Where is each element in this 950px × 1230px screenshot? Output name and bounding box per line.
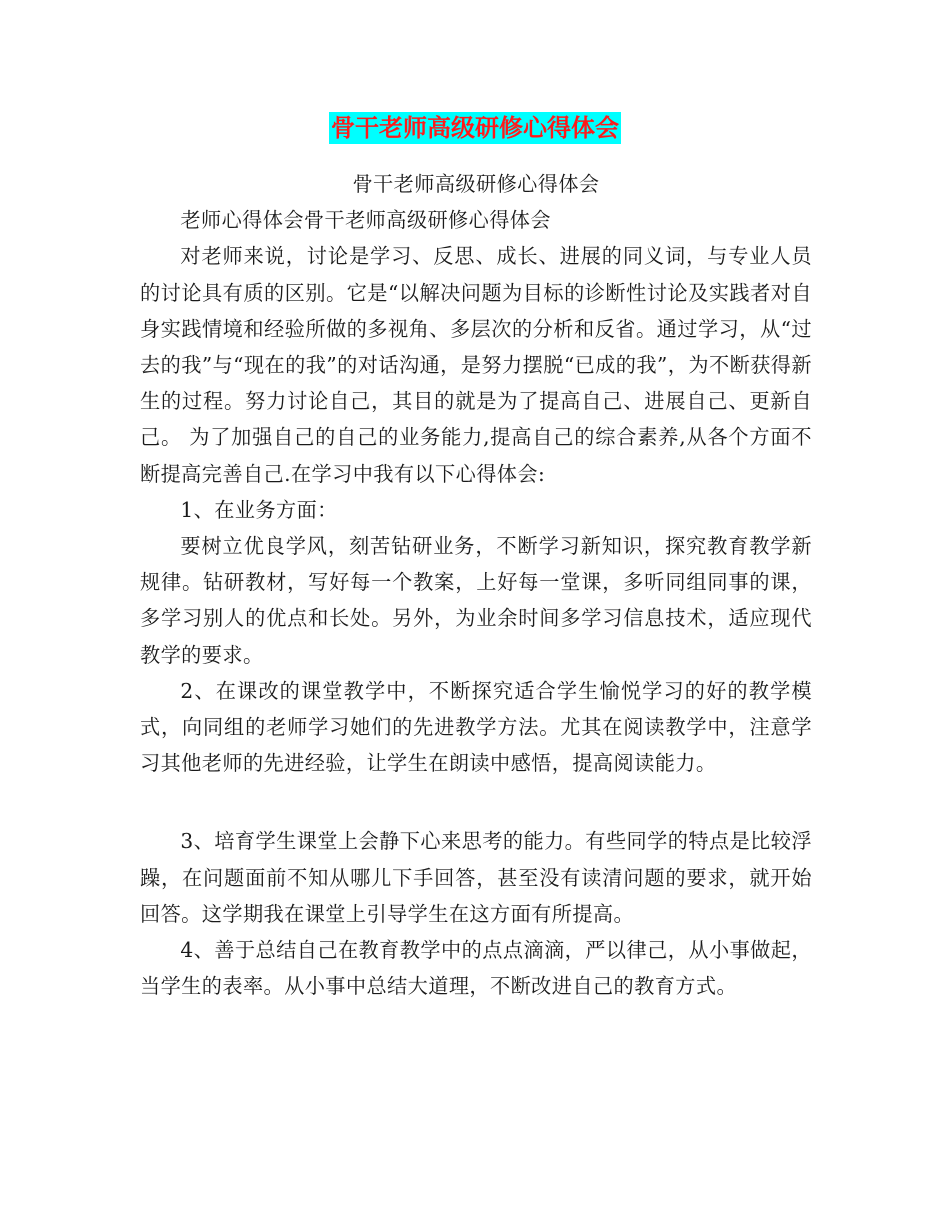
paragraph-gap: [140, 781, 812, 823]
title-container: [0, 112, 950, 144]
paragraph: 2、在课改的课堂教学中，不断探究适合学生愉悦学习的好的教学模式，向同组的老师学习她们的先进教学方法。尤其在阅读教学中，注意学习其他老师的先进经验，让学生在朗读中感悟，提高阅读能力。: [140, 678, 812, 776]
paragraph: 3、培育学生课堂上会静下心来思考的能力。有些同学的特点是比较浮躁，在问题面前不知从哪儿下手回答，甚至没有读清问题的要求，就开始回答。这学期我在课堂上引导学生在这方面有所提高。: [140, 829, 812, 926]
paragraph: 对老师来说，讨论是学习、反思、成长、进展的同义词，与专业人员的讨论具有质的区别。它是“以解决问题为目标的诊断性讨论及实践者对自身实践情境和经验所做的多视角、多层次的分析和反省。通过学习，从“过去的我”与“现在的我”的对话沟通，是努力摆脱“已成的我”，为不断获得新生的过程。努力讨论自己，其目的就是为了提高自己、进展自己、更新自己。 为了加强自己的自己的业务能力,提高自己的综合素养,从各个方面不断提高完善自己.在学习中我有以下心得体会:: [140, 244, 812, 486]
section-heading: 1、在业务方面：: [180, 497, 338, 522]
paragraph: 4、善于总结自己在教育教学中的点点滴滴，严以律己，从小事做起，当学生的表率。从小事中总结大道理，不断改进自己的教育方式。: [140, 938, 812, 999]
document-title: 骨干老师高级研修心得体会: [331, 114, 619, 142]
document-body: [140, 166, 812, 1004]
paragraph: 要树立优良学风，刻苦钻研业务，不断学习新知识，探究教育教学新规律。钻研教材，写好每一个教案，上好每一堂课，多听同组同事的课，多学习别人的优点和长处。另外，为业余时间多学习信息技术，适应现代教学的要求。: [140, 534, 812, 667]
paragraph: 老师心得体会骨干老师高级研修心得体会: [180, 208, 551, 233]
document-subtitle: 骨干老师高级研修心得体会: [352, 172, 600, 196]
